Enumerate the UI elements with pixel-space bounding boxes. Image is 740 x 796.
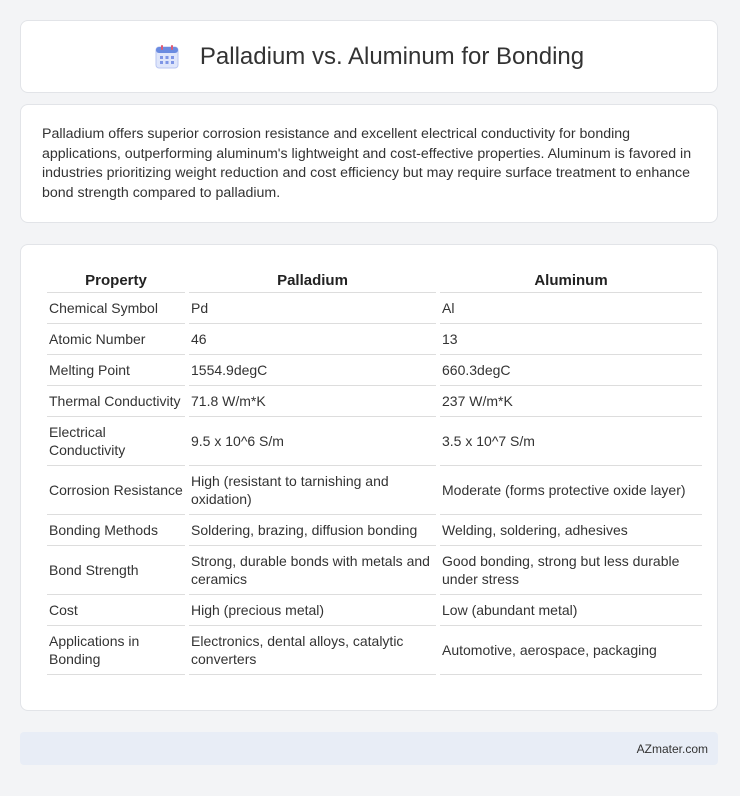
palladium-cell: Pd	[189, 293, 436, 324]
palladium-cell: Electronics, dental alloys, catalytic converters	[189, 626, 436, 675]
aluminum-cell: 660.3degC	[440, 355, 702, 386]
property-cell: Melting Point	[47, 355, 185, 386]
property-cell: Electrical Conductivity	[47, 417, 185, 466]
table-row	[47, 293, 702, 324]
aluminum-cell: Good bonding, strong but less durable under stress	[440, 546, 702, 595]
aluminum-cell: Automotive, aerospace, packaging	[440, 626, 702, 675]
footer	[20, 732, 718, 765]
summary-card	[20, 104, 718, 223]
footer-brand: AZmater.com	[636, 741, 708, 756]
table-row	[47, 626, 702, 675]
comparison-table	[43, 263, 706, 675]
title-card	[20, 20, 718, 93]
property-cell: Chemical Symbol	[47, 293, 185, 324]
aluminum-cell: Welding, soldering, adhesives	[440, 515, 702, 546]
palladium-cell: High (resistant to tarnishing and oxidation)	[189, 466, 436, 515]
table-row	[47, 355, 702, 386]
property-cell: Thermal Conductivity	[47, 386, 185, 417]
summary-text: Palladium offers superior corrosion resistance and excellent electrical conductivity for bonding applications, outperforming aluminum's lightweight and cost-effective properties. Aluminum is favored in industries prioritizing weight reduction and cost efficiency but may require surface treatment to enhance bond strength compared to palladium.	[42, 126, 692, 201]
table-row	[47, 466, 702, 515]
aluminum-cell: Al	[440, 293, 702, 324]
palladium-cell: 1554.9degC	[189, 355, 436, 386]
table-row	[47, 324, 702, 355]
property-cell: Corrosion Resistance	[47, 466, 185, 515]
page-title: Palladium vs. Aluminum for Bonding	[199, 42, 585, 70]
property-cell: Bonding Methods	[47, 515, 185, 546]
table-row	[47, 546, 702, 595]
palladium-cell: High (precious metal)	[189, 595, 436, 626]
table-row	[47, 386, 702, 417]
property-cell: Cost	[47, 595, 185, 626]
palladium-cell: 46	[189, 324, 436, 355]
palladium-cell: 71.8 W/m*K	[189, 386, 436, 417]
palladium-cell: Strong, durable bonds with metals and ceramics	[189, 546, 436, 595]
palladium-cell: 9.5 x 10^6 S/m	[189, 417, 436, 466]
table-row	[47, 515, 702, 546]
aluminum-cell: 3.5 x 10^7 S/m	[440, 417, 702, 466]
property-cell: Bond Strength	[47, 546, 185, 595]
aluminum-cell: Moderate (forms protective oxide layer)	[440, 466, 702, 515]
table-row	[47, 417, 702, 466]
table-row	[47, 595, 702, 626]
aluminum-cell: Low (abundant metal)	[440, 595, 702, 626]
palladium-cell: Soldering, brazing, diffusion bonding	[189, 515, 436, 546]
comparison-table-card	[20, 244, 718, 711]
column-header-aluminum: Aluminum	[440, 263, 702, 293]
column-header-property: Property	[47, 263, 185, 293]
aluminum-cell: 237 W/m*K	[440, 386, 702, 417]
column-header-palladium: Palladium	[189, 263, 436, 293]
property-cell: Atomic Number	[47, 324, 185, 355]
property-cell: Applications in Bonding	[47, 626, 185, 675]
aluminum-cell: 13	[440, 324, 702, 355]
calendar-icon	[154, 44, 180, 70]
table-header-row	[47, 263, 702, 293]
